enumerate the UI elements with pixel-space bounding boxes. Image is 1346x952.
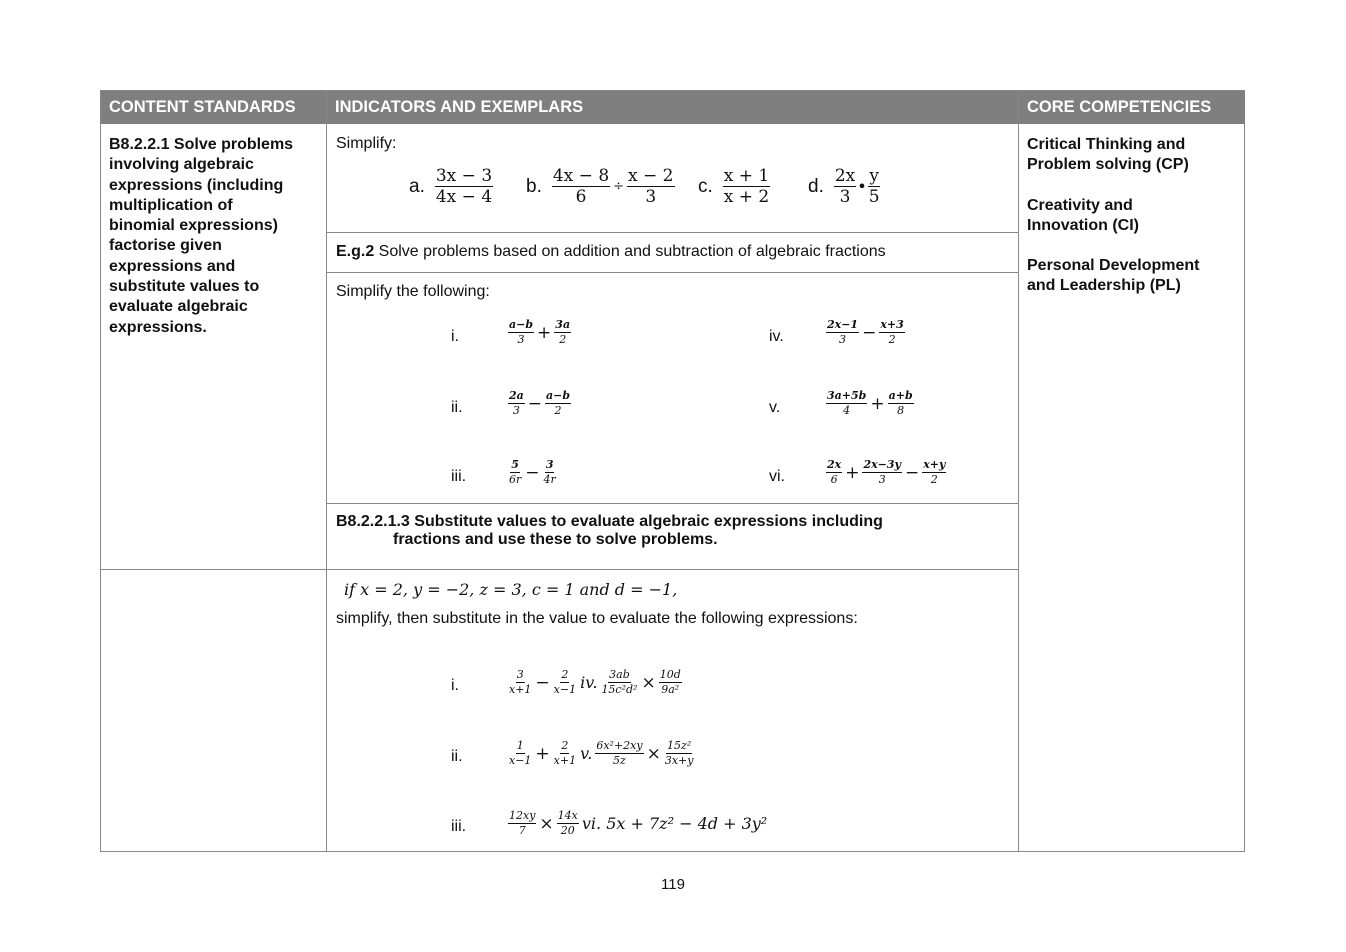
- curriculum-table: [100, 90, 1245, 852]
- expression-label: vi. 5x + 7z² − 4d + 3y²: [581, 814, 768, 833]
- operator: +: [870, 393, 885, 414]
- fraction: $\frac{2a}{3}$: [509, 389, 524, 417]
- exemplar-c: c. $\frac{x + 1}{x + 2}$: [698, 166, 770, 207]
- exercise-label: ii.: [451, 748, 463, 765]
- column-divider: [1018, 91, 1019, 852]
- section-heading: B8.2.2.1.3 Substitute values to evaluate algebraic expressions including fractions and use these to solve problems.: [336, 513, 883, 548]
- operator: +: [535, 743, 550, 764]
- fraction: $\frac{2x}{6}$: [827, 458, 842, 486]
- eg2-heading: E.g.2 Solve problems based on addition and subtraction of algebraic fractions: [336, 243, 886, 260]
- operator: ×: [646, 743, 661, 764]
- fraction: $\frac{2x-1}{3}$: [827, 318, 859, 346]
- exercise-label: ii.: [451, 399, 463, 416]
- fraction: $\frac{5}{6r}$: [509, 458, 522, 486]
- simplify-intro: Simplify:: [336, 135, 397, 152]
- header-indicators: INDICATORS AND EXEMPLARS: [327, 91, 1019, 124]
- exercise-label: i.: [451, 677, 459, 694]
- fraction-expression: [826, 390, 914, 417]
- row-divider: [327, 272, 1019, 273]
- operator: −: [525, 462, 540, 483]
- operator: +: [537, 322, 552, 343]
- fraction: $\frac{3a+5b}{4}$: [827, 389, 867, 417]
- fraction: $\frac{\text{15z²}}{3x+y}$: [664, 739, 694, 767]
- row-divider: [101, 569, 1019, 570]
- core-competencies-list: [1027, 135, 1241, 297]
- fraction: $\frac{2x-3y}{3}$: [863, 458, 901, 486]
- competency-ci: Creativity and Innovation (CI): [1027, 196, 1139, 234]
- operator: +: [845, 462, 860, 483]
- exercise-label: vi.: [769, 468, 785, 485]
- fraction: $\frac{\text{6x²+2xy}}{5z}$: [596, 739, 643, 767]
- exercise-label: iii.: [451, 818, 467, 835]
- header-content-standards: CONTENT STANDARDS: [101, 91, 327, 124]
- competency-cp: Critical Thinking and Problem solving (CP): [1027, 136, 1189, 174]
- operator: −: [862, 322, 877, 343]
- fraction-expression: [826, 459, 946, 486]
- row-divider: [327, 232, 1019, 233]
- expression-label: iv.: [580, 673, 598, 692]
- fraction: $\frac{a+b}{8}$: [888, 389, 913, 417]
- competency-pl: Personal Development and Leadership (PL): [1027, 257, 1200, 295]
- header-core-competencies: CORE COMPETENCIES: [1019, 91, 1245, 124]
- fraction: $\frac{3}{4r}$: [543, 458, 556, 486]
- fraction: $\frac{a-b}{3}$: [509, 318, 534, 346]
- exemplar-a: a. $\frac{3x - 3}{4x - 4}$: [409, 166, 493, 207]
- fraction: $\frac{2}{x-1}$: [553, 668, 577, 696]
- operator: ×: [539, 813, 554, 834]
- fraction-expression: [508, 459, 557, 486]
- fraction-expression: [826, 319, 905, 346]
- fraction: $\frac{3ab}{\text{15c²d²}}$: [601, 668, 638, 696]
- substitution-expression: [508, 740, 694, 767]
- exemplar-b: b. $\frac{4x - 8}{6}$ ÷ $\frac{x - 2}{3}$: [526, 166, 674, 207]
- fraction: $\frac{10d}{\text{9a²}}$: [659, 668, 681, 696]
- content-standard-text: B8.2.2.1 Solve problems involving algebraic expressions (including multiplication of binomial expressions) factorise given expressions and substitute values to evaluate algebraic expressions.: [109, 136, 294, 336]
- operator: −: [527, 393, 543, 414]
- page-number: 119: [661, 876, 685, 893]
- substitution-expression: [508, 810, 767, 837]
- fraction: $\frac{3}{x+1}$: [509, 668, 532, 696]
- exercise-label: iii.: [451, 468, 467, 485]
- operator: ×: [641, 672, 656, 693]
- substitution-instruction: simplify, then substitute in the value to evaluate the following expressions:: [336, 610, 858, 627]
- fraction-expression: [508, 390, 571, 417]
- operator: −: [904, 462, 920, 483]
- operator: −: [535, 672, 550, 693]
- fraction: $\frac{12xy}{7}$: [509, 809, 536, 837]
- fraction: $\frac{1}{x-1}$: [509, 739, 532, 767]
- substitution-expression: [508, 669, 682, 696]
- fraction: $\frac{a-b}{2}$: [546, 389, 571, 417]
- fraction: $\frac{2}{x+1}$: [553, 739, 577, 767]
- fraction: $\frac{x+3}{2}$: [880, 318, 904, 346]
- fraction: $\frac{3a}{2}$: [555, 318, 571, 346]
- fraction-expression: [508, 319, 571, 346]
- exercise-label: v.: [769, 399, 781, 416]
- exercise-label: iv.: [769, 328, 784, 345]
- expression-label: v.: [580, 744, 593, 763]
- exemplar-d: d. $\frac{2x}{3}$ • $\frac{y}{5}$: [808, 166, 880, 207]
- fraction: $\frac{x+y}{2}$: [923, 458, 946, 486]
- fraction: $\frac{14x}{20}$: [557, 809, 578, 837]
- simplify-following-intro: Simplify the following:: [336, 283, 490, 300]
- exercise-label: i.: [451, 328, 459, 345]
- substitution-condition: if x = 2, y = −2, z = 3, c = 1 and d = −1,: [344, 580, 678, 599]
- column-divider: [326, 91, 327, 852]
- row-divider: [327, 503, 1019, 504]
